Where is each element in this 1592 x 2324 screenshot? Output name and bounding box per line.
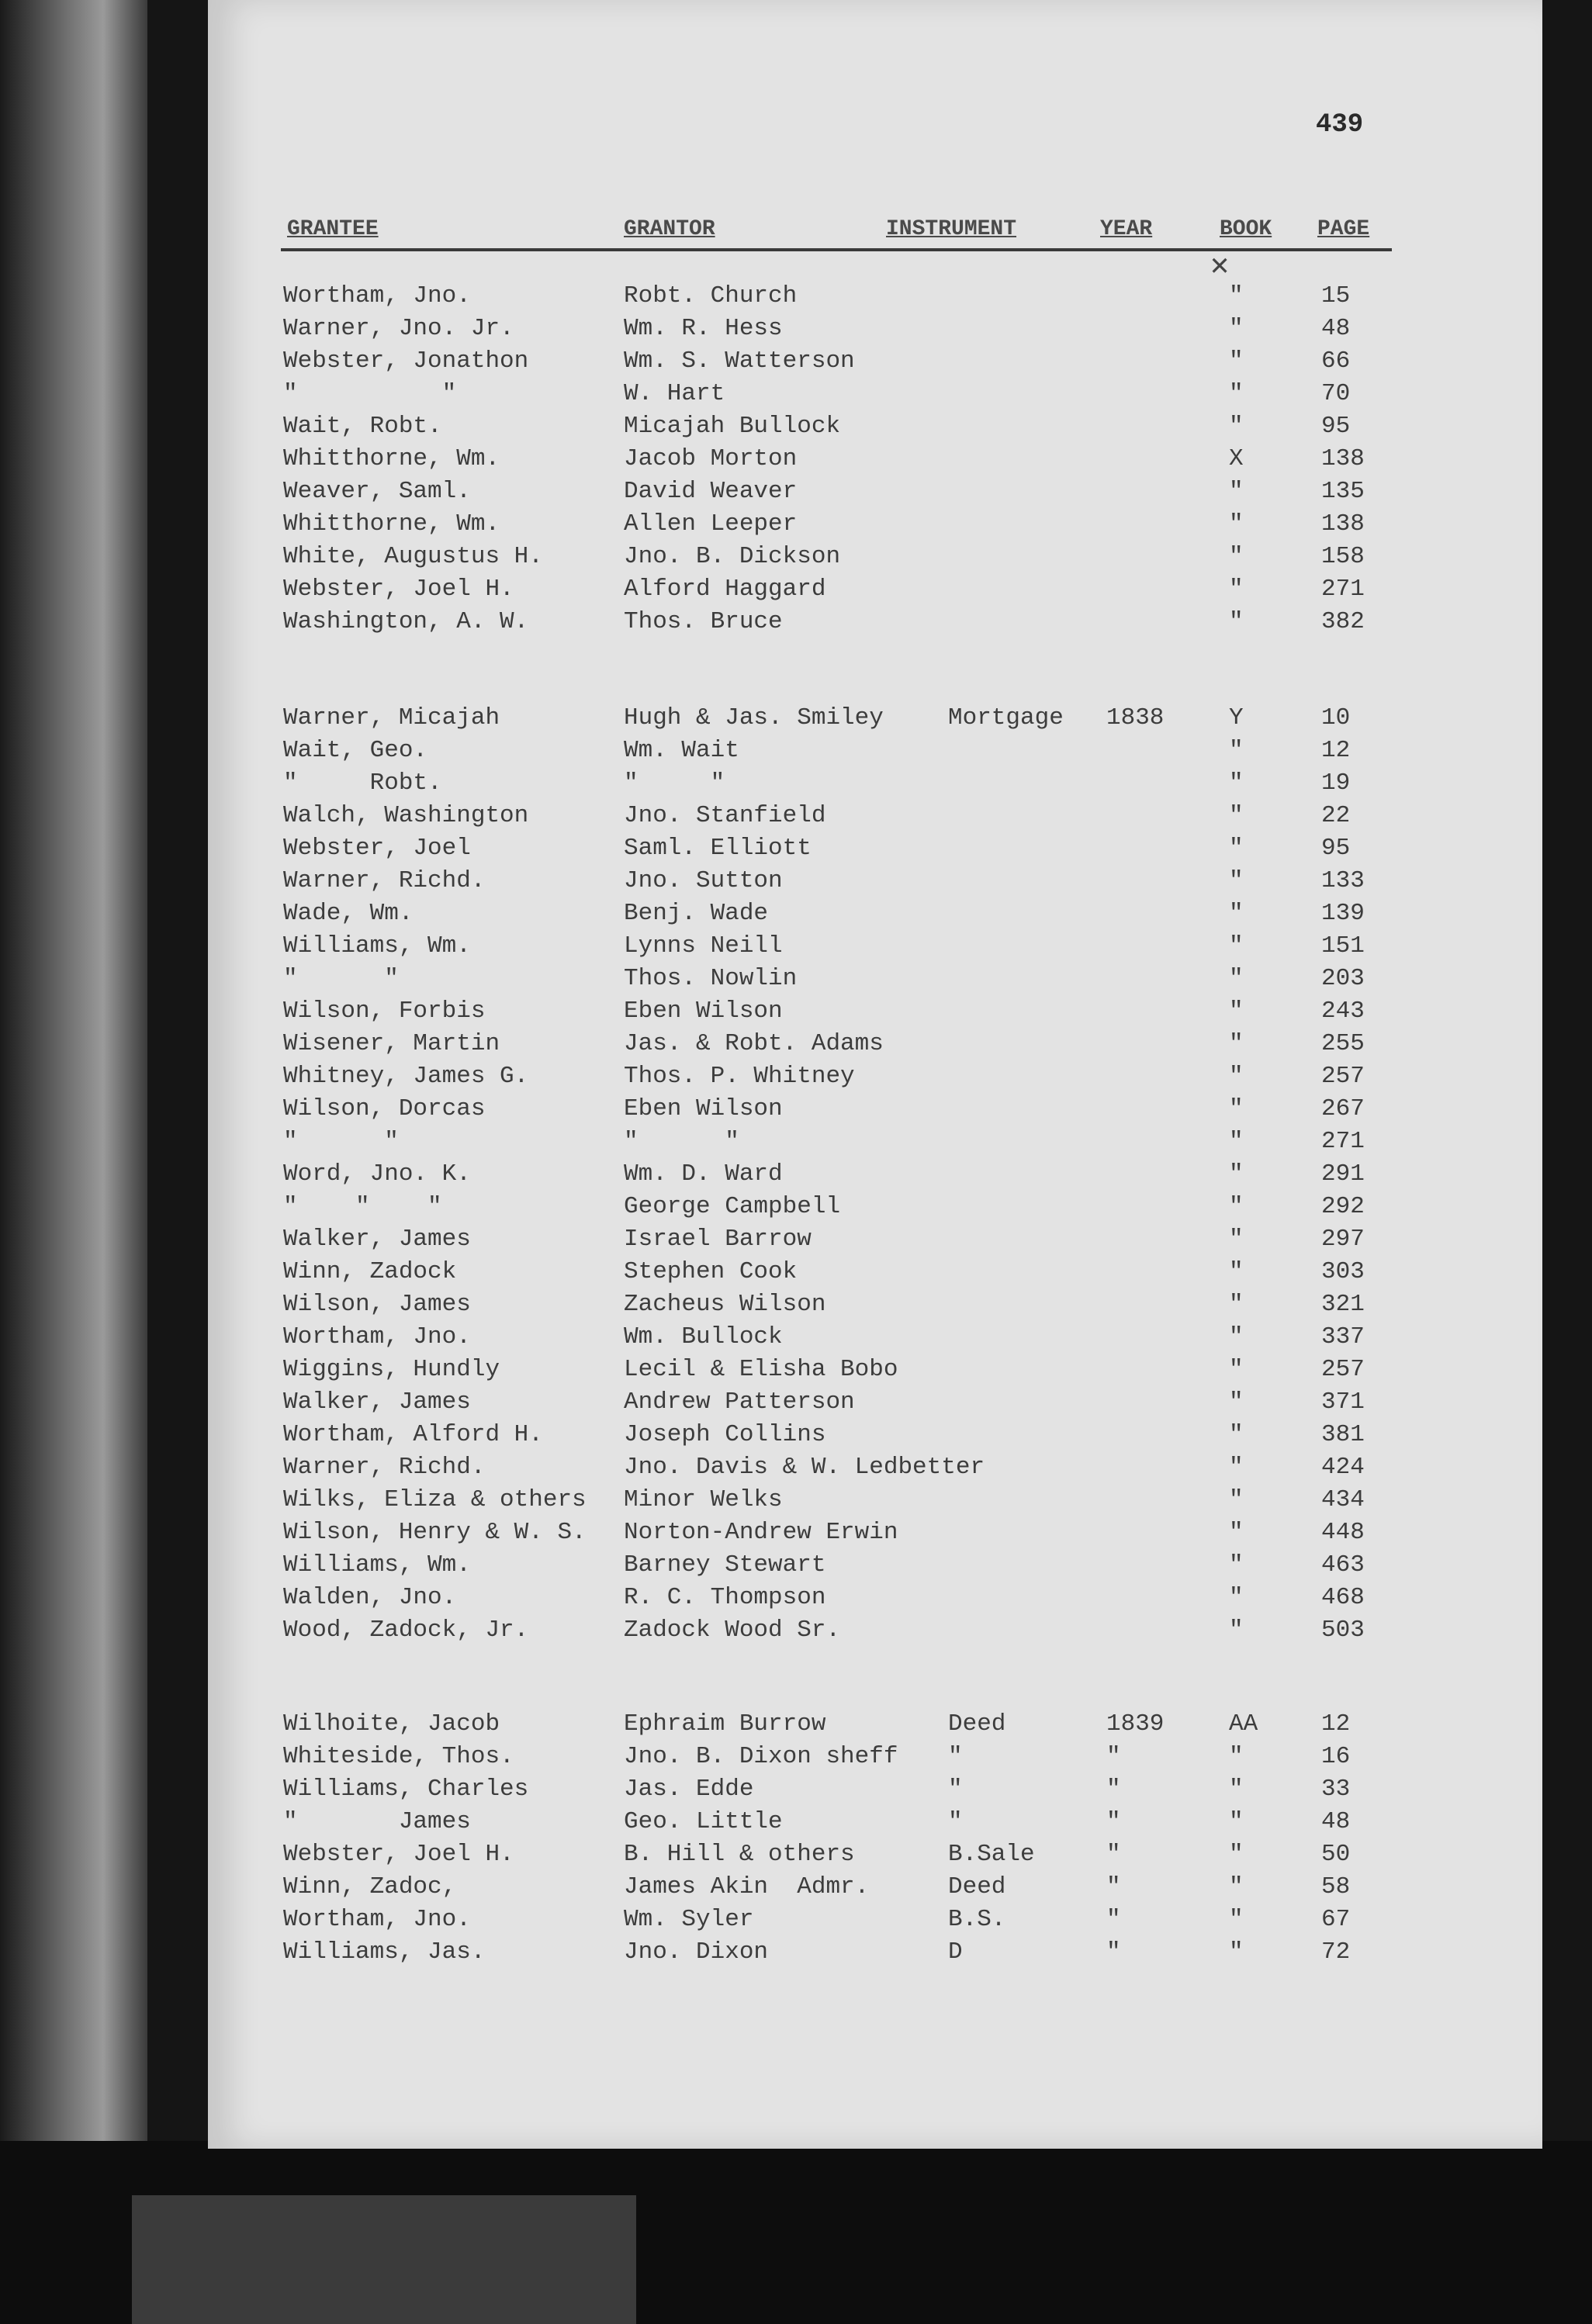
header-book: BOOK [1220, 217, 1272, 241]
grantee-cell: Wilson, Dorcas [283, 1095, 486, 1122]
book-cell: " [1229, 1873, 1244, 1900]
book-cell: " [1229, 1258, 1244, 1285]
instrument-cell: Deed [948, 1710, 1006, 1738]
book-cell: " [1229, 900, 1244, 927]
grantor-cell: " " [624, 769, 725, 797]
ledger-row [0, 802, 1592, 833]
grantor-cell: Jno. Sutton [624, 867, 783, 894]
grantor-cell: Saml. Elliott [624, 835, 812, 862]
grantor-cell: Ephraim Burrow [624, 1710, 826, 1738]
ledger-row [0, 380, 1592, 411]
page-cell: 371 [1321, 1389, 1365, 1416]
grantee-cell: Wisener, Martin [283, 1030, 500, 1057]
grantor-cell: Eben Wilson [624, 998, 783, 1025]
year-cell: 1838 [1106, 704, 1165, 731]
book-cell: " [1229, 802, 1244, 829]
ledger-row [0, 998, 1592, 1029]
ledger-row [0, 1030, 1592, 1061]
ledger-row [0, 1841, 1592, 1872]
ledger-row [0, 1743, 1592, 1774]
grantee-cell: " " [283, 1128, 399, 1155]
book-cell: " [1229, 1584, 1244, 1611]
page-cell: 138 [1321, 510, 1365, 538]
grantor-cell: Jas. Edde [624, 1776, 754, 1803]
page-cell: 292 [1321, 1193, 1365, 1220]
grantor-cell: Thos. Nowlin [624, 965, 798, 992]
page-cell: 72 [1321, 1938, 1351, 1966]
grantor-cell: Wm. S. Watterson [624, 348, 855, 375]
header-instrument: INSTRUMENT [886, 217, 1017, 241]
book-cell: " [1229, 608, 1244, 635]
grantee-cell: Warner, Jno. Jr. [283, 315, 514, 342]
ledger-row [0, 1938, 1592, 1970]
grantee-cell: Warner, Richd. [283, 1454, 486, 1481]
grantor-cell: Joseph Collins [624, 1421, 826, 1448]
ledger-row [0, 932, 1592, 963]
grantor-cell: Wm. R. Hess [624, 315, 783, 342]
book-cell: " [1229, 478, 1244, 505]
instrument-cell: " [948, 1743, 963, 1770]
grantee-cell: " Robt. [283, 769, 442, 797]
grantee-cell: Walker, James [283, 1226, 471, 1253]
grantor-cell: Jas. & Robt. Adams [624, 1030, 884, 1057]
header-year: YEAR [1100, 217, 1153, 241]
page-cell: 271 [1321, 576, 1365, 603]
page-cell: 95 [1321, 835, 1351, 862]
ledger-row [0, 315, 1592, 346]
cross-mark: ✕ [1210, 250, 1230, 285]
book-cell: " [1229, 1193, 1244, 1220]
page-cell: 267 [1321, 1095, 1365, 1122]
page-cell: 257 [1321, 1356, 1365, 1383]
page-cell: 33 [1321, 1776, 1351, 1803]
year-cell: " [1106, 1841, 1121, 1868]
page-cell: 19 [1321, 769, 1351, 797]
grantee-cell: Wait, Geo. [283, 737, 428, 764]
page-cell: 257 [1321, 1063, 1365, 1090]
ledger-row [0, 1193, 1592, 1224]
ledger-row [0, 1421, 1592, 1452]
grantee-cell: Wilson, Forbis [283, 998, 486, 1025]
book-cell: " [1229, 835, 1244, 862]
grantor-cell: Thos. P. Whitney [624, 1063, 855, 1090]
book-cell: " [1229, 769, 1244, 797]
page-cell: 15 [1321, 282, 1351, 310]
page-cell: 158 [1321, 543, 1365, 570]
book-cell: " [1229, 1776, 1244, 1803]
grantor-cell: Norton-Andrew Erwin [624, 1519, 898, 1546]
year-cell: " [1106, 1808, 1121, 1835]
ledger-row [0, 1776, 1592, 1807]
book-cell: " [1229, 1551, 1244, 1579]
grantor-cell: Wm. Wait [624, 737, 739, 764]
ledger-row [0, 543, 1592, 574]
page-cell: 138 [1321, 445, 1365, 472]
grantor-cell: B. Hill & others [624, 1841, 855, 1868]
ledger-row [0, 1323, 1592, 1354]
grantee-cell: White, Augustus H. [283, 543, 543, 570]
book-cell: " [1229, 1617, 1244, 1644]
page-cell: 381 [1321, 1421, 1365, 1448]
page-cell: 95 [1321, 413, 1351, 440]
grantee-cell: Wilson, Henry & W. S. [283, 1519, 587, 1546]
grantee-cell: Washington, A. W. [283, 608, 529, 635]
grantee-cell: Wilson, James [283, 1291, 471, 1318]
book-cell: X [1229, 445, 1244, 472]
page-cell: 48 [1321, 1808, 1351, 1835]
page-cell: 48 [1321, 315, 1351, 342]
book-cell: " [1229, 510, 1244, 538]
book-cell: " [1229, 1323, 1244, 1350]
page-cell: 22 [1321, 802, 1351, 829]
book-cell: " [1229, 282, 1244, 310]
grantor-cell: Lynns Neill [624, 932, 783, 960]
grantor-cell: Thos. Bruce [624, 608, 783, 635]
book-cell: " [1229, 1291, 1244, 1318]
book-cell: " [1229, 867, 1244, 894]
ledger-row [0, 1486, 1592, 1517]
grantor-cell: Geo. Little [624, 1808, 783, 1835]
header-page: PAGE [1317, 217, 1370, 241]
grantee-cell: Williams, Charles [283, 1776, 529, 1803]
ledger-row [0, 835, 1592, 866]
page-cell: 16 [1321, 1743, 1351, 1770]
ledger-row [0, 478, 1592, 509]
book-cell: " [1229, 1356, 1244, 1383]
scan-border-light [132, 2195, 636, 2324]
grantor-cell: Jno. B. Dixon sheff [624, 1743, 898, 1770]
book-cell: " [1229, 965, 1244, 992]
book-cell: " [1229, 1743, 1244, 1770]
page-cell: 58 [1321, 1873, 1351, 1900]
book-cell: " [1229, 1030, 1244, 1057]
instrument-cell: Mortgage [948, 704, 1064, 731]
grantee-cell: Walker, James [283, 1389, 471, 1416]
grantor-cell: Eben Wilson [624, 1095, 783, 1122]
grantor-cell: R. C. Thompson [624, 1584, 826, 1611]
page-cell: 321 [1321, 1291, 1365, 1318]
grantee-cell: " " " [283, 1193, 442, 1220]
grantor-cell: Hugh & Jas. Smiley [624, 704, 884, 731]
book-cell: " [1229, 1095, 1244, 1122]
ledger-row [0, 1551, 1592, 1582]
ledger-row [0, 1226, 1592, 1257]
book-cell: " [1229, 1063, 1244, 1090]
grantee-cell: Wortham, Jno. [283, 1906, 471, 1933]
grantor-cell: David Weaver [624, 478, 798, 505]
grantor-cell: Wm. D. Ward [624, 1160, 783, 1188]
page-cell: 10 [1321, 704, 1351, 731]
ledger-row [0, 1906, 1592, 1937]
book-cell: " [1229, 737, 1244, 764]
page-cell: 468 [1321, 1584, 1365, 1611]
grantee-cell: Walch, Washington [283, 802, 529, 829]
page-cell: 382 [1321, 608, 1365, 635]
grantor-cell: Zacheus Wilson [624, 1291, 826, 1318]
page-number: 439 [1316, 110, 1364, 140]
page-cell: 303 [1321, 1258, 1365, 1285]
page-cell: 133 [1321, 867, 1365, 894]
year-cell: " [1106, 1776, 1121, 1803]
grantee-cell: Wilhoite, Jacob [283, 1710, 500, 1738]
grantor-cell: Allen Leeper [624, 510, 798, 538]
grantee-cell: Williams, Wm. [283, 1551, 471, 1579]
grantee-cell: Williams, Jas. [283, 1938, 486, 1966]
grantor-cell: Alford Haggard [624, 576, 826, 603]
grantor-cell: Stephen Cook [624, 1258, 798, 1285]
year-cell: " [1106, 1906, 1121, 1933]
page-cell: 297 [1321, 1226, 1365, 1253]
grantee-cell: Webster, Joel H. [283, 576, 514, 603]
page-cell: 291 [1321, 1160, 1365, 1188]
year-cell: " [1106, 1743, 1121, 1770]
book-cell: " [1229, 543, 1244, 570]
page-cell: 424 [1321, 1454, 1365, 1481]
page-cell: 448 [1321, 1519, 1365, 1546]
ledger-row [0, 1095, 1592, 1126]
grantee-cell: Webster, Joel H. [283, 1841, 514, 1868]
book-cell: " [1229, 1808, 1244, 1835]
grantee-cell: Winn, Zadock [283, 1258, 457, 1285]
grantor-cell: Israel Barrow [624, 1226, 812, 1253]
page-cell: 243 [1321, 998, 1365, 1025]
page-cell: 12 [1321, 1710, 1351, 1738]
page-cell: 66 [1321, 348, 1351, 375]
grantee-cell: Winn, Zadoc, [283, 1873, 457, 1900]
book-cell: " [1229, 315, 1244, 342]
book-cell: " [1229, 1486, 1244, 1513]
grantee-cell: Wood, Zadock, Jr. [283, 1617, 529, 1644]
book-cell: " [1229, 1841, 1244, 1868]
ledger-row [0, 1519, 1592, 1550]
book-cell: " [1229, 932, 1244, 960]
book-cell: Y [1229, 704, 1244, 731]
grantor-cell: Jno. B. Dickson [624, 543, 841, 570]
instrument-cell: B.Sale [948, 1841, 1035, 1868]
grantee-cell: Williams, Wm. [283, 932, 471, 960]
grantee-cell: Whitthorne, Wm. [283, 510, 500, 538]
ledger-row [0, 769, 1592, 801]
grantee-cell: Webster, Joel [283, 835, 471, 862]
book-cell: " [1229, 1389, 1244, 1416]
grantor-cell: Lecil & Elisha Bobo [624, 1356, 898, 1383]
grantor-cell: W. Hart [624, 380, 725, 407]
grantee-cell: Warner, Richd. [283, 867, 486, 894]
book-cell: " [1229, 1519, 1244, 1546]
book-cell: " [1229, 576, 1244, 603]
header-grantor: GRANTOR [624, 217, 715, 241]
grantee-cell: Warner, Micajah [283, 704, 500, 731]
page-cell: 50 [1321, 1841, 1351, 1868]
year-cell: " [1106, 1938, 1121, 1966]
ledger-row [0, 1160, 1592, 1191]
grantee-cell: Wilks, Eliza & others [283, 1486, 587, 1513]
grantor-cell: George Campbell [624, 1193, 841, 1220]
ledger-row [0, 1128, 1592, 1159]
book-cell: " [1229, 1226, 1244, 1253]
year-cell: " [1106, 1873, 1121, 1900]
page-cell: 503 [1321, 1617, 1365, 1644]
book-cell: " [1229, 413, 1244, 440]
page-cell: 337 [1321, 1323, 1365, 1350]
grantee-cell: " James [283, 1808, 471, 1835]
grantor-cell: Wm. Bullock [624, 1323, 783, 1350]
grantor-cell: Robt. Church [624, 282, 798, 310]
ledger-row [0, 445, 1592, 476]
ledger-row [0, 510, 1592, 541]
grantee-cell: Wortham, Alford H. [283, 1421, 543, 1448]
ledger-row [0, 282, 1592, 313]
instrument-cell: B.S. [948, 1906, 1006, 1933]
ledger-row [0, 1291, 1592, 1322]
ledger-row [0, 737, 1592, 768]
grantor-cell: James Akin Admr. [624, 1873, 870, 1900]
grantee-cell: Whitthorne, Wm. [283, 445, 500, 472]
page-cell: 203 [1321, 965, 1365, 992]
ledger-row [0, 1710, 1592, 1741]
grantor-cell: Jno. Davis & W. Ledbetter [624, 1454, 985, 1481]
instrument-cell: " [948, 1776, 963, 1803]
grantor-cell: Barney Stewart [624, 1551, 826, 1579]
grantee-cell: Wortham, Jno. [283, 1323, 471, 1350]
ledger-row [0, 608, 1592, 639]
grantee-cell: " " [283, 965, 399, 992]
ledger-row [0, 1258, 1592, 1289]
grantee-cell: Wait, Robt. [283, 413, 442, 440]
grantee-cell: Webster, Jonathon [283, 348, 529, 375]
book-cell: " [1229, 380, 1244, 407]
grantor-cell: Wm. Syler [624, 1906, 754, 1933]
grantor-cell: Jno. Stanfield [624, 802, 826, 829]
grantor-cell: Minor Welks [624, 1486, 783, 1513]
scan-bottom-border [0, 2141, 1592, 2324]
book-cell: " [1229, 1160, 1244, 1188]
grantor-cell: Benj. Wade [624, 900, 769, 927]
page-cell: 139 [1321, 900, 1365, 927]
grantor-cell: Jacob Morton [624, 445, 798, 472]
grantee-cell: Weaver, Saml. [283, 478, 471, 505]
page-cell: 271 [1321, 1128, 1365, 1155]
ledger-row [0, 1873, 1592, 1904]
page-cell: 67 [1321, 1906, 1351, 1933]
grantor-cell: Jno. Dixon [624, 1938, 769, 1966]
ledger-row [0, 413, 1592, 444]
grantor-cell: Micajah Bullock [624, 413, 841, 440]
ledger-row [0, 1584, 1592, 1615]
book-cell: " [1229, 348, 1244, 375]
ledger-row [0, 1808, 1592, 1839]
ledger-row [0, 1356, 1592, 1387]
page-cell: 135 [1321, 478, 1365, 505]
page-cell: 12 [1321, 737, 1351, 764]
grantor-cell: Zadock Wood Sr. [624, 1617, 841, 1644]
page-cell: 255 [1321, 1030, 1365, 1057]
book-cell: " [1229, 1128, 1244, 1155]
page-cell: 463 [1321, 1551, 1365, 1579]
ledger-row [0, 576, 1592, 607]
instrument-cell: Deed [948, 1873, 1006, 1900]
grantee-cell: Wortham, Jno. [283, 282, 471, 310]
grantor-cell: Andrew Patterson [624, 1389, 855, 1416]
grantee-cell: Whiteside, Thos. [283, 1743, 514, 1770]
grantee-cell: " " [283, 380, 457, 407]
grantee-cell: Walden, Jno. [283, 1584, 457, 1611]
ledger-row [0, 965, 1592, 996]
ledger-row [0, 867, 1592, 898]
ledger-row [0, 1617, 1592, 1648]
book-cell: " [1229, 1906, 1244, 1933]
book-cell: " [1229, 1938, 1244, 1966]
grantee-cell: Wade, Wm. [283, 900, 414, 927]
page-cell: 151 [1321, 932, 1365, 960]
book-cell: AA [1229, 1710, 1258, 1738]
book-cell: " [1229, 1454, 1244, 1481]
ledger-row [0, 704, 1592, 735]
page-cell: 70 [1321, 380, 1351, 407]
grantor-cell: " " [624, 1128, 739, 1155]
header-grantee: GRANTEE [287, 217, 379, 241]
book-cell: " [1229, 998, 1244, 1025]
ledger-row [0, 1454, 1592, 1485]
ledger-row [0, 1389, 1592, 1420]
page-cell: 434 [1321, 1486, 1365, 1513]
book-cell: " [1229, 1421, 1244, 1448]
instrument-cell: D [948, 1938, 963, 1966]
ledger-row [0, 900, 1592, 931]
grantee-cell: Whitney, James G. [283, 1063, 529, 1090]
instrument-cell: " [948, 1808, 963, 1835]
grantee-cell: Wiggins, Hundly [283, 1356, 500, 1383]
year-cell: 1839 [1106, 1710, 1165, 1738]
ledger-row [0, 1063, 1592, 1094]
grantee-cell: Word, Jno. K. [283, 1160, 471, 1188]
ledger-row [0, 348, 1592, 379]
